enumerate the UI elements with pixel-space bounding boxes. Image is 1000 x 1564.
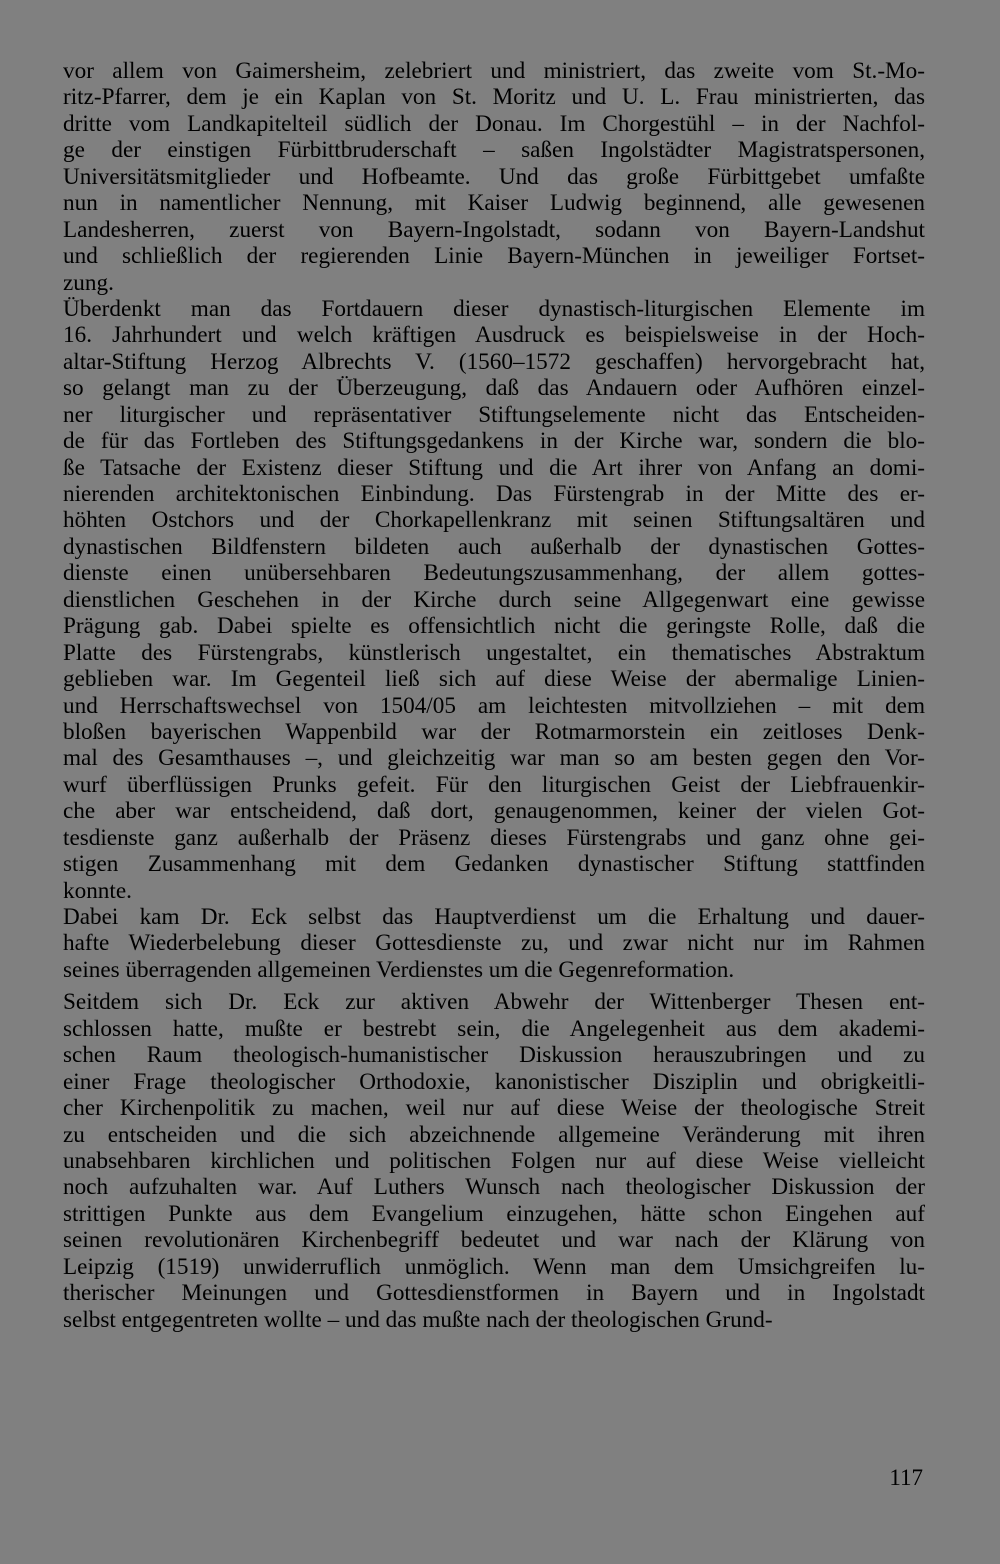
text-line: höhten Ostchors und der Chorkapellenkranz mit seinen Stiftungsaltären und [63, 507, 925, 534]
text-line: ner liturgischer und repräsentativer Stiftungselemente nicht das Entscheiden- [63, 401, 925, 428]
text-line: selbst entgegentreten wollte – und das mußte nach der theologischen Grund- [63, 1306, 773, 1333]
text-line: und Herrschaftswechsel von 1504/05 am leichtesten mitvollziehen – mit dem [63, 692, 925, 719]
text-line: zu entscheiden und die sich abzeichnende allgemeine Veränderung mit ihren [63, 1121, 925, 1148]
page-body [63, 58, 925, 1333]
page-number: 117 [889, 1465, 923, 1490]
text-line: cher Kirchenpolitik zu machen, weil nur auf diese Weise der theologische Streit [63, 1095, 925, 1122]
text-line: bloßen bayerischen Wappenbild war der Rotmarmorstein ein zeitloses Denk- [63, 718, 925, 745]
text-line: seines überragenden allgemeinen Verdienstes um die Gegenreformation. [63, 956, 735, 983]
text-line: hafte Wiederbelebung dieser Gottesdienste zu, und zwar nicht nur im Rahmen [63, 930, 925, 957]
text-line: 16. Jahrhundert und welch kräftigen Ausdruck es beispielsweise in der Hoch- [63, 322, 925, 349]
text-line: Universitätsmitglieder und Hofbeamte. Und das große Fürbittgebet umfaßte [63, 163, 925, 190]
text-line: unabsehbaren kirchlichen und politischen Folgen nur auf diese Weise vielleicht [63, 1147, 925, 1174]
text-line: vor allem von Gaimersheim, zelebriert und ministriert, das zweite vom St.-Mo- [63, 58, 925, 84]
text-line: mal des Gesamthauses –, und gleichzeitig war man so am besten gegen den Vor- [63, 745, 925, 772]
text-line: Überdenkt man das Fortdauern dieser dynastisch-liturgischen Elemente im [63, 295, 925, 322]
text-line: schlossen hatte, mußte er bestrebt sein, die Angelegenheit aus dem akademi- [63, 1015, 925, 1042]
text-line: therischer Meinungen und Gottesdienstformen in Bayern und in Ingolstadt [63, 1280, 925, 1307]
text-line: konnte. [63, 877, 132, 904]
text-line: nun in namentlicher Nennung, mit Kaiser Ludwig beginnend, alle gewesenen [63, 190, 925, 217]
text-line: Seitdem sich Dr. Eck zur aktiven Abwehr der Wittenberger Thesen ent- [63, 989, 925, 1016]
text-line: und schließlich der regierenden Linie Bayern-München in jeweiliger Fortset- [63, 243, 925, 270]
text-line: seinen revolutionären Kirchenbegriff bedeutet und war nach der Klärung von [63, 1227, 925, 1254]
text-line: Prägung gab. Dabei spielte es offensichtlich nicht die geringste Rolle, daß die [63, 613, 925, 640]
text-line: strittigen Punkte aus dem Evangelium einzugehen, hätte schon Eingehen auf [63, 1200, 925, 1227]
text-line: ritz-Pfarrer, dem je ein Kaplan von St. Moritz und U. L. Frau ministrierten, das [63, 84, 925, 111]
text-line: Landesherren, zuerst von Bayern-Ingolstadt, sodann von Bayern-Landshut [63, 216, 925, 243]
text-line: schen Raum theologisch-humanistischer Diskussion herauszubringen und zu [63, 1042, 925, 1069]
text-line: noch aufzuhalten war. Auf Luthers Wunsch nach theologischer Diskussion der [63, 1174, 925, 1201]
text-line: zung. [63, 269, 114, 296]
text-line: einer Frage theologischer Orthodoxie, kanonistischer Disziplin und obrigkeitli- [63, 1068, 925, 1095]
text-line: dynastischen Bildfenstern bildeten auch außerhalb der dynastischen Gottes- [63, 533, 925, 560]
text-line: che aber war entscheidend, daß dort, genaugenommen, keiner der vielen Got- [63, 798, 925, 825]
paragraph [63, 904, 925, 983]
text-line: tesdienste ganz außerhalb der Präsenz dieses Fürstengrabs und ganz ohne gei- [63, 824, 925, 851]
text-line: ße Tatsache der Existenz dieser Stiftung und die Art ihrer von Anfang an domi- [63, 454, 925, 481]
text-line: dritte vom Landkapitelteil südlich der Donau. Im Chorgestühl – in der Nachfol- [63, 110, 925, 137]
text-line: so gelangt man zu der Überzeugung, daß das Andauern oder Aufhören einzel- [63, 375, 925, 402]
text-line: stigen Zusammenhang mit dem Gedanken dynastischer Stiftung stattfinden [63, 851, 925, 878]
text-line: Dabei kam Dr. Eck selbst das Hauptverdienst um die Erhaltung und dauer- [63, 904, 925, 930]
text-line: geblieben war. Im Gegenteil ließ sich auf diese Weise der abermalige Linien- [63, 666, 925, 693]
text-line: Leipzig (1519) unwiderruflich unmöglich. Wenn man dem Umsichgreifen lu- [63, 1253, 925, 1280]
text-line: de für das Fortleben des Stiftungsgedankens in der Kirche war, sondern die blo- [63, 428, 925, 455]
text-line: ge der einstigen Fürbittbruderschaft – saßen Ingolstädter Magistratspersonen, [63, 137, 925, 164]
text-line: dienste einen unübersehbaren Bedeutungszusammenhang, der allem gottes- [63, 560, 925, 587]
paragraph [63, 989, 925, 1333]
text-line: wurf überflüssigen Prunks gefeit. Für den liturgischen Geist der Liebfrauenkir- [63, 771, 925, 798]
paragraph [63, 296, 925, 904]
text-line: dienstlichen Geschehen in der Kirche durch seine Allgegenwart eine gewisse [63, 586, 925, 613]
text-line: nierenden architektonischen Einbindung. Das Fürstengrab in der Mitte des er- [63, 481, 925, 507]
paragraph [63, 58, 925, 296]
text-line: Platte des Fürstengrabs, künstlerisch ungestaltet, ein thematisches Abstraktum [63, 639, 925, 666]
text-line: altar-Stiftung Herzog Albrechts V. (1560–1572 geschaffen) hervorgebracht hat, [63, 348, 925, 375]
